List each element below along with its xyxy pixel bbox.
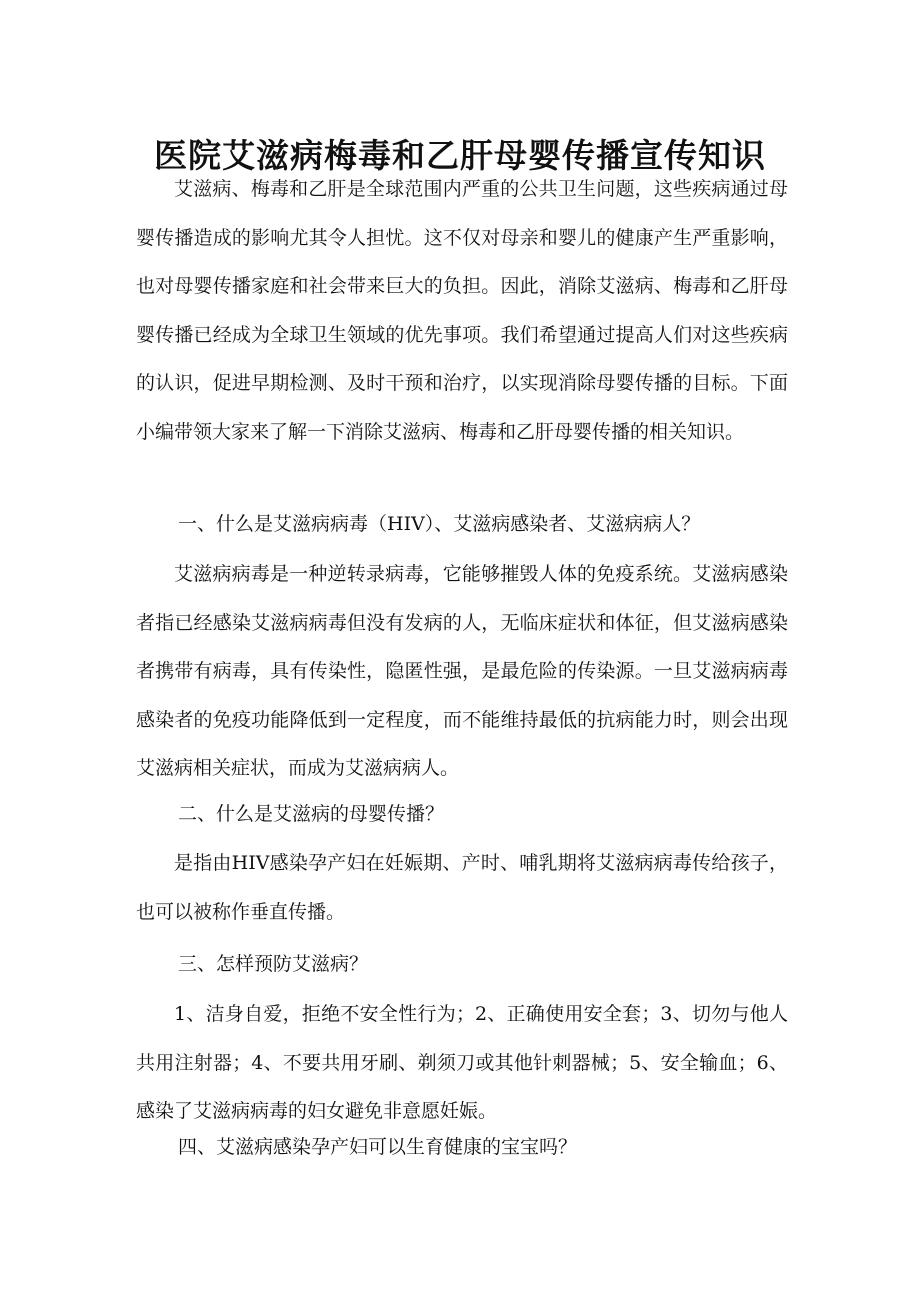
section-heading-4: 四、艾滋病感染孕产妇可以生育健康的宝宝吗？ bbox=[178, 1136, 578, 1158]
section-body-3: 1、洁身自爱，拒绝不安全性行为；2、正确使用安全套；3、切勿与他人共用注射器；4、不要共用牙刷、剃须刀或其他针刺器械；5、安全输血；6、感染了艾滋病病毒的妇女避免非意愿妊娠。 bbox=[136, 1003, 788, 1123]
section-body-2: 是指由HIV感染孕产妇在妊娠期、产时、哺乳期将艾滋病病毒传给孩子，也可以被称作垂直传播。 bbox=[136, 852, 788, 923]
section-heading-1: 一、什么是艾滋病病毒（HIV）、艾滋病感染者、艾滋病病人？ bbox=[178, 513, 701, 535]
section-heading-2: 二、什么是艾滋病的母婴传播？ bbox=[178, 803, 445, 825]
section-body-1: 艾滋病病毒是一种逆转录病毒，它能够摧毁人体的免疫系统。艾滋病感染者指已经感染艾滋病病毒但没有发病的人，无临床症状和体征，但艾滋病感染者携带有病毒，具有传染性，隐匿性强，是最危险的传染源。一旦艾滋病病毒感染者的免疫功能降低到一定程度，而不能维持最低的抗病能力时，则会出现艾滋病相关症状，而成为艾滋病病人。 bbox=[136, 563, 788, 780]
document-title: 医院艾滋病梅毒和乙肝母婴传播宣传知识 bbox=[154, 136, 766, 176]
section-heading-3: 三、怎样预防艾滋病？ bbox=[178, 953, 369, 975]
intro-paragraph: 艾滋病、梅毒和乙肝是全球范围内严重的公共卫生问题，这些疾病通过母婴传播造成的影响尤其令人担忧。这不仅对母亲和婴儿的健康产生严重影响，也对母婴传播家庭和社会带来巨大的负担。因此，消除艾滋病、梅毒和乙肝母婴传播已经成为全球卫生领域的优先事项。我们希望通过提高人们对这些疾病的认识，促进早期检测、及时干预和治疗，以实现消除母婴传播的目标。下面小编带领大家来了解一下消除艾滋病、梅毒和乙肝母婴传播的相关知识。 bbox=[136, 178, 788, 443]
